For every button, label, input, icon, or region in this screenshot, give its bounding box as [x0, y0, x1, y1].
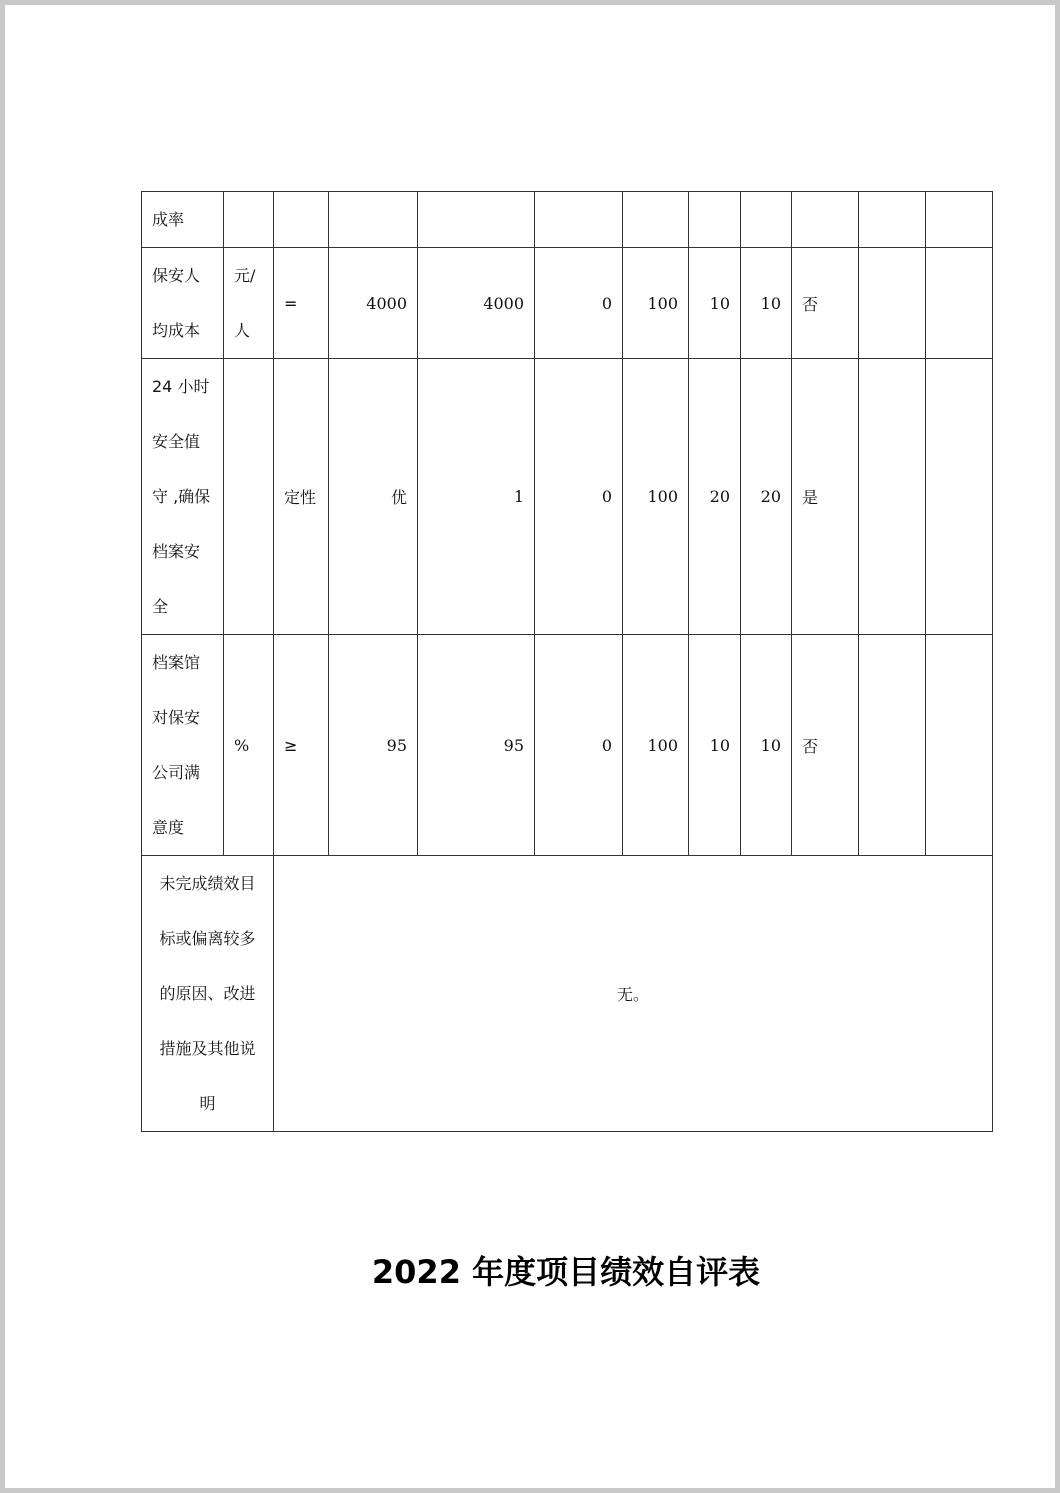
reason-label: 未完成绩效目标或偏离较多的原因、改进措施及其他说明 — [142, 856, 274, 1132]
flag-cell: 否 — [792, 248, 859, 359]
score-value: 20 — [741, 359, 792, 635]
deviation-value: 0 — [535, 635, 623, 856]
target-value: 优 — [329, 359, 418, 635]
actual-value: 1 — [418, 359, 535, 635]
reason-content: 无。 — [274, 856, 993, 1132]
indicator-label: 档案馆对保安公司满意度 — [142, 635, 224, 856]
unit-cell — [224, 359, 274, 635]
table-row — [142, 856, 993, 1132]
indicator-label: 24 小时安全值守 ,确保档案安全 — [142, 359, 224, 635]
flag-cell: 否 — [792, 635, 859, 856]
indicator-label: 保安人均成本 — [142, 248, 224, 359]
table-row — [142, 359, 993, 635]
completion-rate: 100 — [623, 359, 689, 635]
deviation-value: 0 — [535, 359, 623, 635]
document-page — [5, 5, 1055, 1488]
target-value: 4000 — [329, 248, 418, 359]
completion-rate: 100 — [623, 635, 689, 856]
weight-value: 10 — [689, 248, 741, 359]
unit-cell: 元/人 — [224, 248, 274, 359]
table-row — [142, 192, 993, 248]
completion-rate: 100 — [623, 248, 689, 359]
operator-cell: ≥ — [274, 635, 329, 856]
unit-cell: % — [224, 635, 274, 856]
score-value: 10 — [741, 248, 792, 359]
table-row — [142, 635, 993, 856]
deviation-value: 0 — [535, 248, 623, 359]
operator-cell: 定性 — [274, 359, 329, 635]
page-title: 2022 年度项目绩效自评表 — [371, 1253, 761, 1291]
score-value: 10 — [741, 635, 792, 856]
table-row — [142, 248, 993, 359]
flag-cell: 是 — [792, 359, 859, 635]
actual-value: 4000 — [418, 248, 535, 359]
performance-table — [141, 191, 993, 1132]
target-value: 95 — [329, 635, 418, 856]
weight-value: 20 — [689, 359, 741, 635]
actual-value: 95 — [418, 635, 535, 856]
operator-cell: = — [274, 248, 329, 359]
weight-value: 10 — [689, 635, 741, 856]
indicator-label: 成率 — [142, 192, 224, 248]
